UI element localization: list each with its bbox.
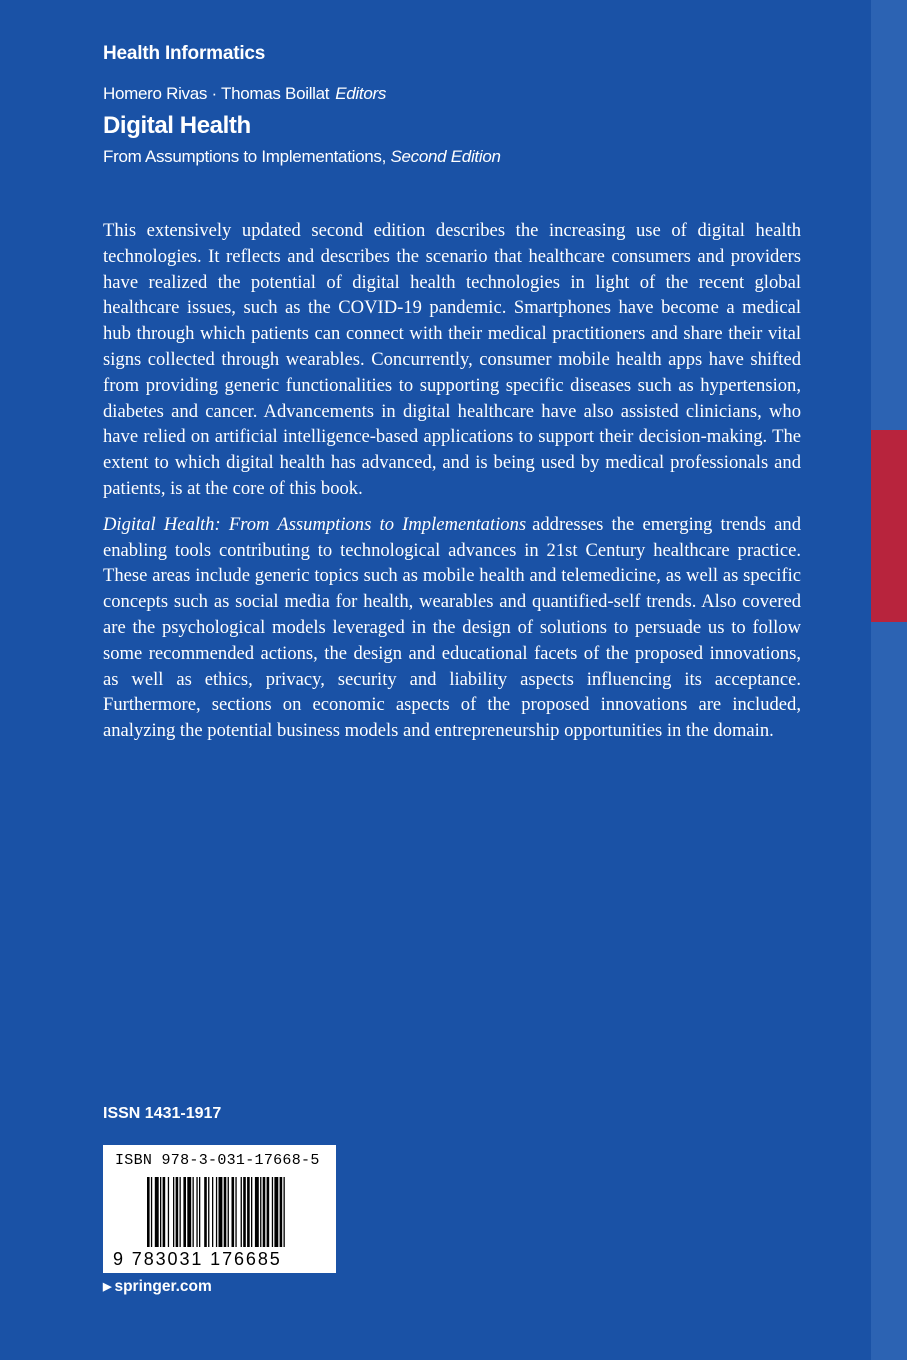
barcode-bar [180, 1177, 181, 1247]
barcode-bar [155, 1177, 159, 1247]
barcode-bar [173, 1177, 174, 1247]
description-paragraph-2 [103, 512, 801, 744]
barcode-bar [208, 1177, 209, 1247]
arrow-right-icon: ▶ [103, 1281, 112, 1293]
barcode-bar [232, 1177, 235, 1247]
spine-accent-bar [871, 430, 907, 622]
barcode-bar [163, 1177, 166, 1247]
barcode-bar [272, 1177, 273, 1247]
book-subtitle [103, 147, 501, 167]
isbn-label: ISBN 978-3-031-17668-5 [115, 1152, 320, 1169]
barcode-bar [212, 1177, 213, 1247]
barcode-bar [151, 1177, 152, 1247]
barcode-bar [274, 1177, 278, 1247]
barcode-bar [168, 1177, 169, 1247]
barcode-bar [224, 1177, 227, 1247]
barcode-bar [183, 1177, 186, 1247]
barcode-bar [247, 1177, 250, 1247]
publisher-link-text: springer.com [114, 1278, 212, 1295]
barcode-digits: 9 783031 176685 [113, 1249, 282, 1269]
series-name: Health Informatics [103, 43, 266, 64]
publisher-link[interactable] [103, 1278, 212, 1296]
barcode-bar [193, 1177, 194, 1247]
barcode-bar [199, 1177, 200, 1247]
barcode-bar [235, 1177, 236, 1247]
book-title: Digital Health [103, 112, 251, 139]
barcode-bar [263, 1177, 266, 1247]
barcode-bar [255, 1177, 259, 1247]
editors-role: Editors [335, 84, 387, 103]
barcode-bar [147, 1177, 150, 1247]
barcode-bar [160, 1177, 161, 1247]
barcode-bar [187, 1177, 191, 1247]
isbn-barcode [103, 1145, 336, 1273]
barcode-bar [204, 1177, 207, 1247]
barcode-bar [260, 1177, 261, 1247]
editors-line [103, 84, 386, 104]
subtitle-main: From Assumptions to Implementations, [103, 147, 387, 166]
barcode-bar [267, 1177, 270, 1247]
subtitle-edition: Second Edition [390, 147, 501, 166]
description-paragraph-2-text: addresses the emerging trends and enabling tools contributing to technological advances in 21st Century healthcare practice. These areas include generic topics such as mobile health and telemedicine, as well as specific concepts such as social media for health, wearables and quantified-self trends. Also covered are the psychological models leveraged in the design of solutions to persuade us to follow some recommended actions, the design and educational facets of the proposed innovations, as well as ethics, privacy, security and liability aspects influencing its acceptance. Furthermore, sections on economic aspects of the proposed innovations are included, analyzing the potential business models and entrepreneurship opportunities in the domain. [103, 513, 801, 742]
barcode-bar [216, 1177, 217, 1247]
barcode-bar [196, 1177, 197, 1247]
spine-strip [871, 0, 907, 1360]
barcode-bar [243, 1177, 246, 1247]
barcode-bar [280, 1177, 283, 1247]
barcode-bar [228, 1177, 229, 1247]
barcode-bar [284, 1177, 285, 1247]
barcode-bar [241, 1177, 242, 1247]
book-reference: Digital Health: From Assumptions to Implementations [103, 513, 527, 535]
description-paragraph-1: This extensively updated second edition describes the increasing use of digital health technologies. It reflects and describes the scenario that healthcare consumers and providers have realized the potential of digital health technologies in light of the recent global healthcare issues, such as the COVID-19 pandemic. Smartphones have become a medical hub through which patients can connect with their medical practitioners and share their vital signs collected through wearables. Concurrently, consumer mobile health apps have shifted from providing generic functionalities to supporting specific diseases such as hypertension, diabetes and cancer. Advancements in digital healthcare have also assisted clinicians, who have relied on artificial intelligence-based applications to support their decision-making. The extent to which digital health has advanced, and is being used by medical professionals and patients, is at the core of this book. [103, 220, 801, 499]
barcode-bar [251, 1177, 252, 1247]
book-description [103, 218, 801, 754]
issn: ISSN 1431-1917 [103, 1105, 222, 1122]
barcode-bar [176, 1177, 179, 1247]
barcode-bar [219, 1177, 223, 1247]
editor-names: Homero Rivas · Thomas Boillat [103, 84, 330, 103]
